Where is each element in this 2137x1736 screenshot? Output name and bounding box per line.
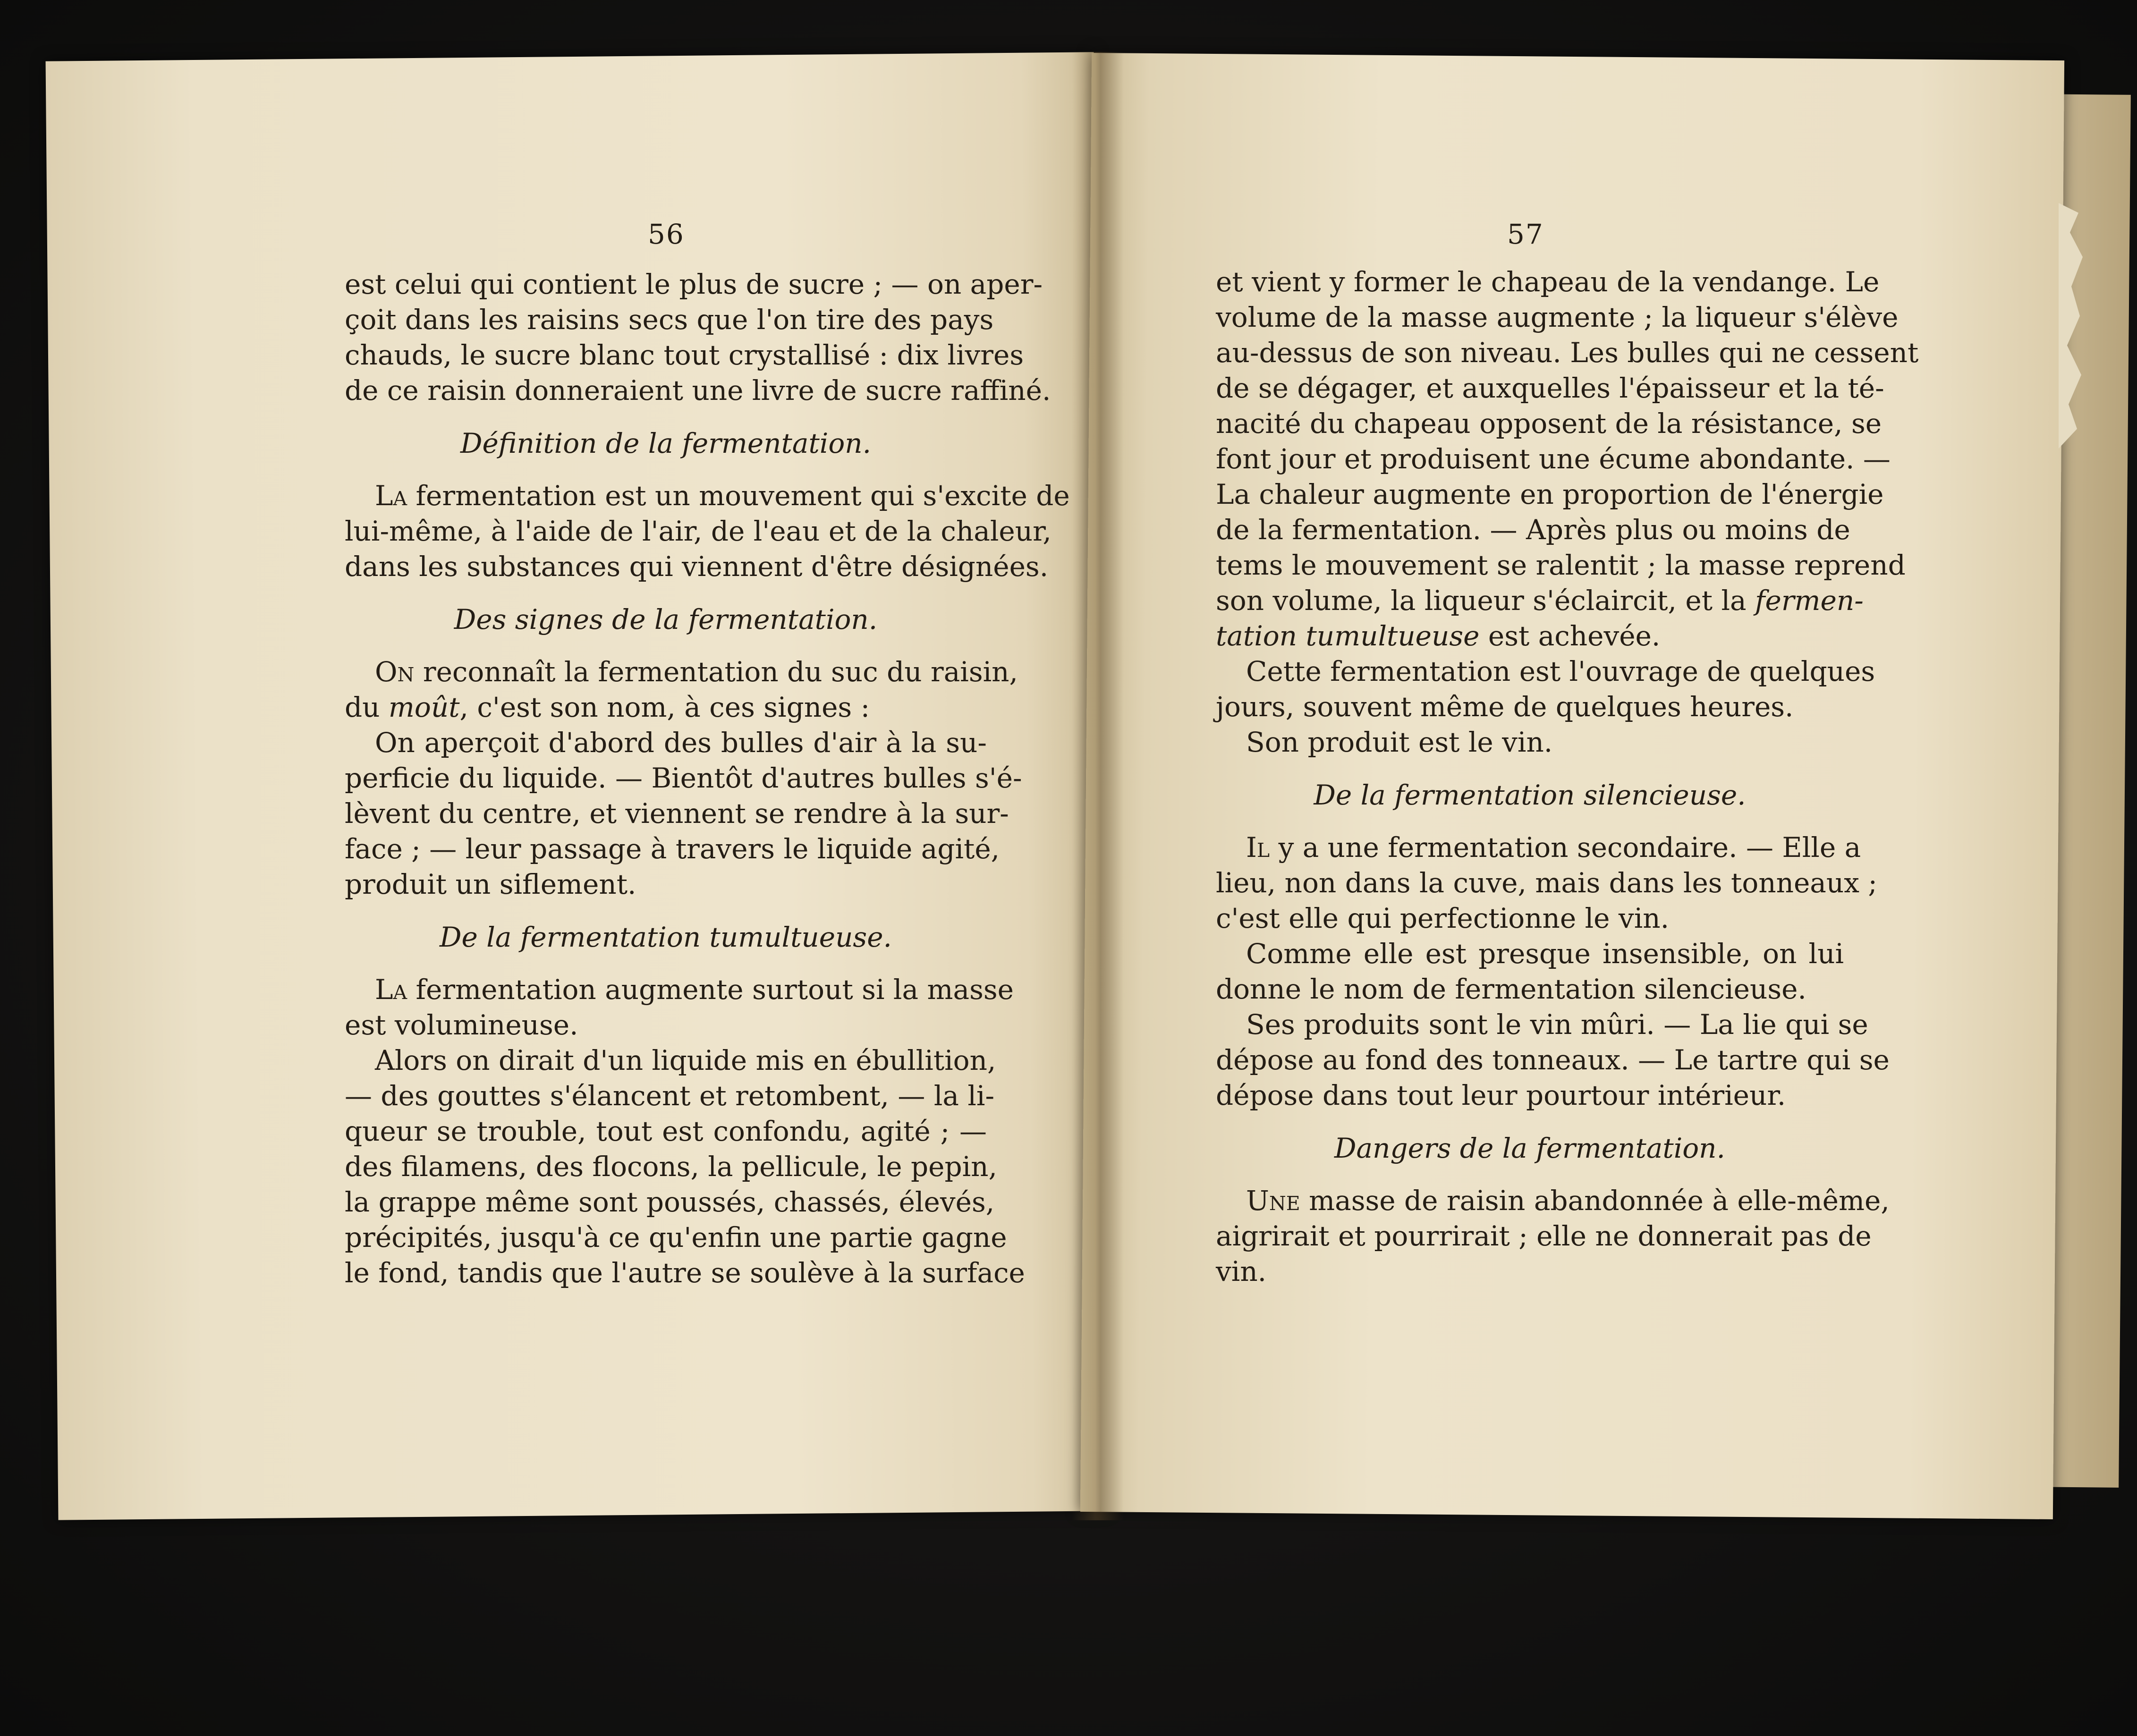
text-line: jours, souvent même de quelques heures.: [1216, 691, 1794, 723]
italic-word: moût: [388, 691, 460, 723]
text-line: — des gouttes s'élancent et retombent, — la li-: [345, 1080, 995, 1112]
text-line: On aperçoit d'abord des bulles d'air à la su-: [375, 727, 987, 759]
text-line: est volumineuse.: [345, 1009, 578, 1041]
italic-word: fermen-: [1755, 584, 1864, 617]
text-line: [1216, 583, 1864, 618]
text-span: est achevée.: [1479, 620, 1661, 652]
text-line: [1216, 1183, 1890, 1219]
text-line: lèvent du centre, et viennent se rendre à la sur-: [345, 797, 1009, 830]
text-line: aigrirait et pourrirait ; elle ne donnerait pas de: [1216, 1220, 1872, 1252]
text-span: son volume, la liqueur s'éclaircit, et la: [1216, 584, 1755, 617]
text-line: vin.: [1216, 1255, 1267, 1287]
initial-word: La: [375, 480, 407, 512]
text-line: [345, 654, 1018, 690]
section-heading: Des signes de la fermentation.: [454, 603, 878, 635]
text-line: font jour et produisent une écume abondante. —: [1216, 443, 1891, 475]
text-line: [1216, 618, 1844, 654]
text-line: face ; — leur passage à travers le liquide agité,: [345, 833, 1000, 865]
text-span: , c'est son nom, à ces signes :: [459, 691, 870, 723]
section-heading: Définition de la fermentation.: [460, 427, 872, 459]
left-page-number: 56: [648, 218, 685, 250]
text-line: [1216, 830, 1861, 865]
left-page-text: [345, 267, 1070, 1291]
text-line: dans les substances qui viennent d'être désignées.: [345, 550, 1049, 583]
text-line: au-dessus de son niveau. Les bulles qui ne cessent: [1216, 337, 1919, 369]
text-line: queur se trouble, tout est confondu, agité ; —: [345, 1115, 987, 1147]
text-line: donne le nom de fermentation silencieuse.: [1216, 973, 1806, 1005]
text-line: Alors on dirait d'un liquide mis en ébullition,: [375, 1044, 996, 1076]
text-line: perficie du liquide. — Bientôt d'autres bulles s'é-: [345, 762, 1022, 794]
text-line: est celui qui contient le plus de sucre ; — on aper-: [345, 268, 1043, 300]
text-line: Ses produits sont le vin mûri. — La lie qui se: [1246, 1008, 1868, 1041]
text-line: [345, 972, 1014, 1008]
text-line: [345, 690, 987, 725]
section-heading: Dangers de la fermentation.: [1334, 1132, 1725, 1164]
text-line: des filamens, des flocons, la pellicule, le pepin,: [345, 1151, 997, 1183]
text-line: lieu, non dans la cuve, mais dans les tonneaux ;: [1216, 867, 1877, 899]
text-line: La chaleur augmente en proportion de l'énergie: [1216, 478, 1884, 510]
text-line: nacité du chapeau opposent de la résistance, se: [1216, 407, 1882, 440]
text-span: fermentation augmente surtout si la masse: [407, 974, 1014, 1006]
initial-word: Une: [1246, 1185, 1300, 1217]
text-line: produit un siflement.: [345, 868, 636, 900]
text-span: du: [345, 691, 389, 723]
text-line: Comme elle est presque insensible, on lui: [1246, 938, 1844, 970]
initial-word: On: [375, 656, 415, 688]
text-span: reconnaît la fermentation du suc du raisin,: [414, 656, 1018, 688]
text-line: lui-même, à l'aide de l'air, de l'eau et de la chaleur,: [345, 515, 1052, 547]
text-line: volume de la masse augmente ; la liqueur s'élève: [1216, 301, 1899, 333]
text-line: çoit dans les raisins secs que l'on tire des pays: [345, 304, 994, 336]
text-line: Cette fermentation est l'ouvrage de quelques: [1246, 655, 1875, 687]
text-line: tems le mouvement se ralentit ; la masse reprend: [1216, 549, 1906, 581]
text-line: c'est elle qui perfectionne le vin.: [1216, 902, 1670, 934]
text-line: précipités, jusqu'à ce qu'enfin une partie gagne: [345, 1221, 1007, 1253]
initial-word: Il: [1246, 831, 1270, 864]
right-page-number: 57: [1507, 218, 1544, 250]
text-line: le fond, tandis que l'autre se soulève à la surface: [345, 1257, 1025, 1289]
text-span: fermentation est un mouvement qui s'excite de: [407, 480, 1070, 512]
text-line: Son produit est le vin.: [1246, 726, 1553, 758]
right-page-text: [1216, 264, 1919, 1289]
text-span: y a une fermentation secondaire. — Elle a: [1270, 831, 1861, 864]
text-line: de la fermentation. — Après plus ou moins de: [1216, 514, 1850, 546]
text-line: de se dégager, et auxquelles l'épaisseur et la té-: [1216, 372, 1884, 404]
text-line: chauds, le sucre blanc tout crystallisé : dix livres: [345, 339, 1024, 371]
text-span: masse de raisin abandonnée à elle-même,: [1300, 1185, 1890, 1217]
italic-word: tation tumultueuse: [1216, 620, 1480, 652]
section-heading: De la fermentation tumultueuse.: [440, 921, 892, 953]
text-line: [345, 478, 1070, 514]
section-heading: De la fermentation silencieuse.: [1314, 779, 1746, 811]
initial-word: La: [375, 974, 407, 1006]
book-gutter: [1072, 52, 1124, 1520]
text-line: dépose dans tout leur pourtour intérieur.: [1216, 1079, 1786, 1111]
text-line: de ce raisin donneraient une livre de sucre raffiné.: [345, 374, 1051, 406]
text-line: et vient y former le chapeau de la vendange. Le: [1216, 266, 1880, 298]
text-line: dépose au fond des tonneaux. — Le tartre qui se: [1216, 1044, 1890, 1076]
text-line: la grappe même sont poussés, chassés, élevés,: [345, 1186, 995, 1218]
